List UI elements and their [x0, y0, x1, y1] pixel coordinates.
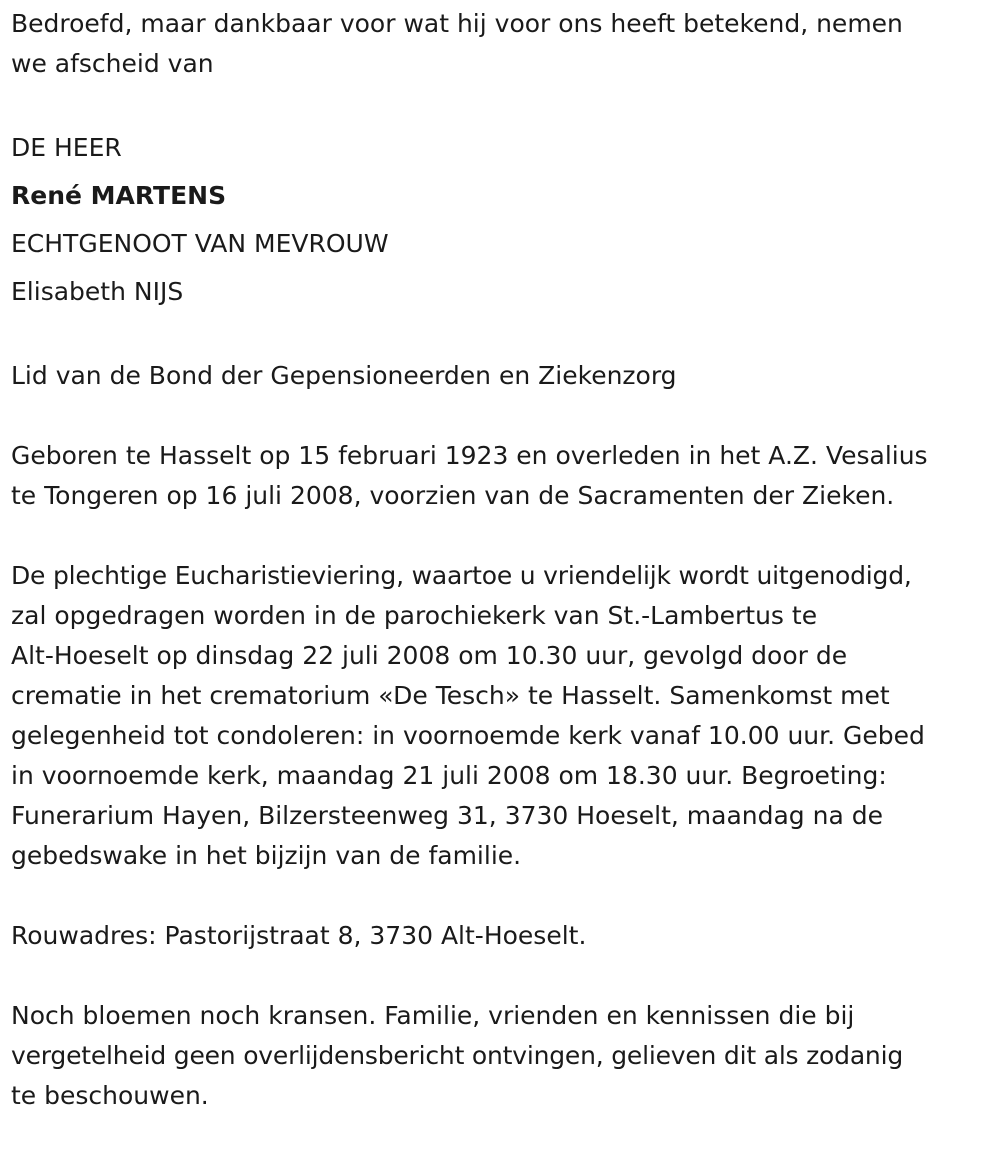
deceased-name: René MARTENS [11, 181, 227, 210]
deceased-block [11, 124, 991, 316]
ceremony-paragraph [11, 556, 991, 876]
ceremony-line: zal opgedragen worden in de parochiekerk van St.-Lambertus te [11, 601, 818, 630]
honorific-title: DE HEER [11, 133, 122, 162]
ceremony-line: gelegenheid tot condoleren: in voornoemde kerk vanaf 10.00 uur. Gebed [11, 721, 925, 750]
ceremony-line: crematie in het crematorium «De Tesch» te Hasselt. Samenkomst met [11, 681, 890, 710]
obituary-notice [11, 4, 991, 1156]
relation-label: ECHTGENOOT VAN MEVROUW [11, 229, 389, 258]
ceremony-line: in voornoemde kerk, maandag 21 juli 2008 om 18.30 uur. Begroeting: [11, 761, 887, 790]
birth-death-line: te Tongeren op 16 juli 2008, voorzien van de Sacramenten der Zieken. [11, 481, 895, 510]
ceremony-line: gebedswake in het bijzijn van de familie. [11, 841, 522, 870]
intro-paragraph [11, 4, 991, 84]
intro-line: Bedroefd, maar dankbaar voor wat hij voor ons heeft betekend, nemen [11, 9, 903, 38]
birth-death-paragraph [11, 436, 991, 516]
ceremony-line: Alt-Hoeselt op dinsdag 22 juli 2008 om 10.30 uur, gevolgd door de [11, 641, 848, 670]
birth-death-line: Geboren te Hasselt op 15 februari 1923 en overleden in het A.Z. Vesalius [11, 441, 928, 470]
intro-line: we afscheid van [11, 49, 214, 78]
closing-paragraph [11, 996, 991, 1116]
address-line: Rouwadres: Pastorijstraat 8, 3730 Alt-Hoeselt. [11, 921, 587, 950]
ceremony-line: Funerarium Hayen, Bilzersteenweg 31, 3730 Hoeselt, maandag na de [11, 801, 883, 830]
spouse-name: Elisabeth NIJS [11, 277, 184, 306]
membership-line: Lid van de Bond der Gepensioneerden en Ziekenzorg [11, 361, 677, 390]
membership-paragraph [11, 356, 991, 396]
closing-line: te beschouwen. [11, 1081, 209, 1110]
closing-line: vergetelheid geen overlijdensbericht ontvingen, gelieven dit als zodanig [11, 1041, 903, 1070]
closing-line: Noch bloemen noch kransen. Familie, vrienden en kennissen die bij [11, 1001, 855, 1030]
ceremony-line: De plechtige Eucharistieviering, waartoe u vriendelijk wordt uitgenodigd, [11, 561, 912, 590]
address-paragraph [11, 916, 991, 956]
